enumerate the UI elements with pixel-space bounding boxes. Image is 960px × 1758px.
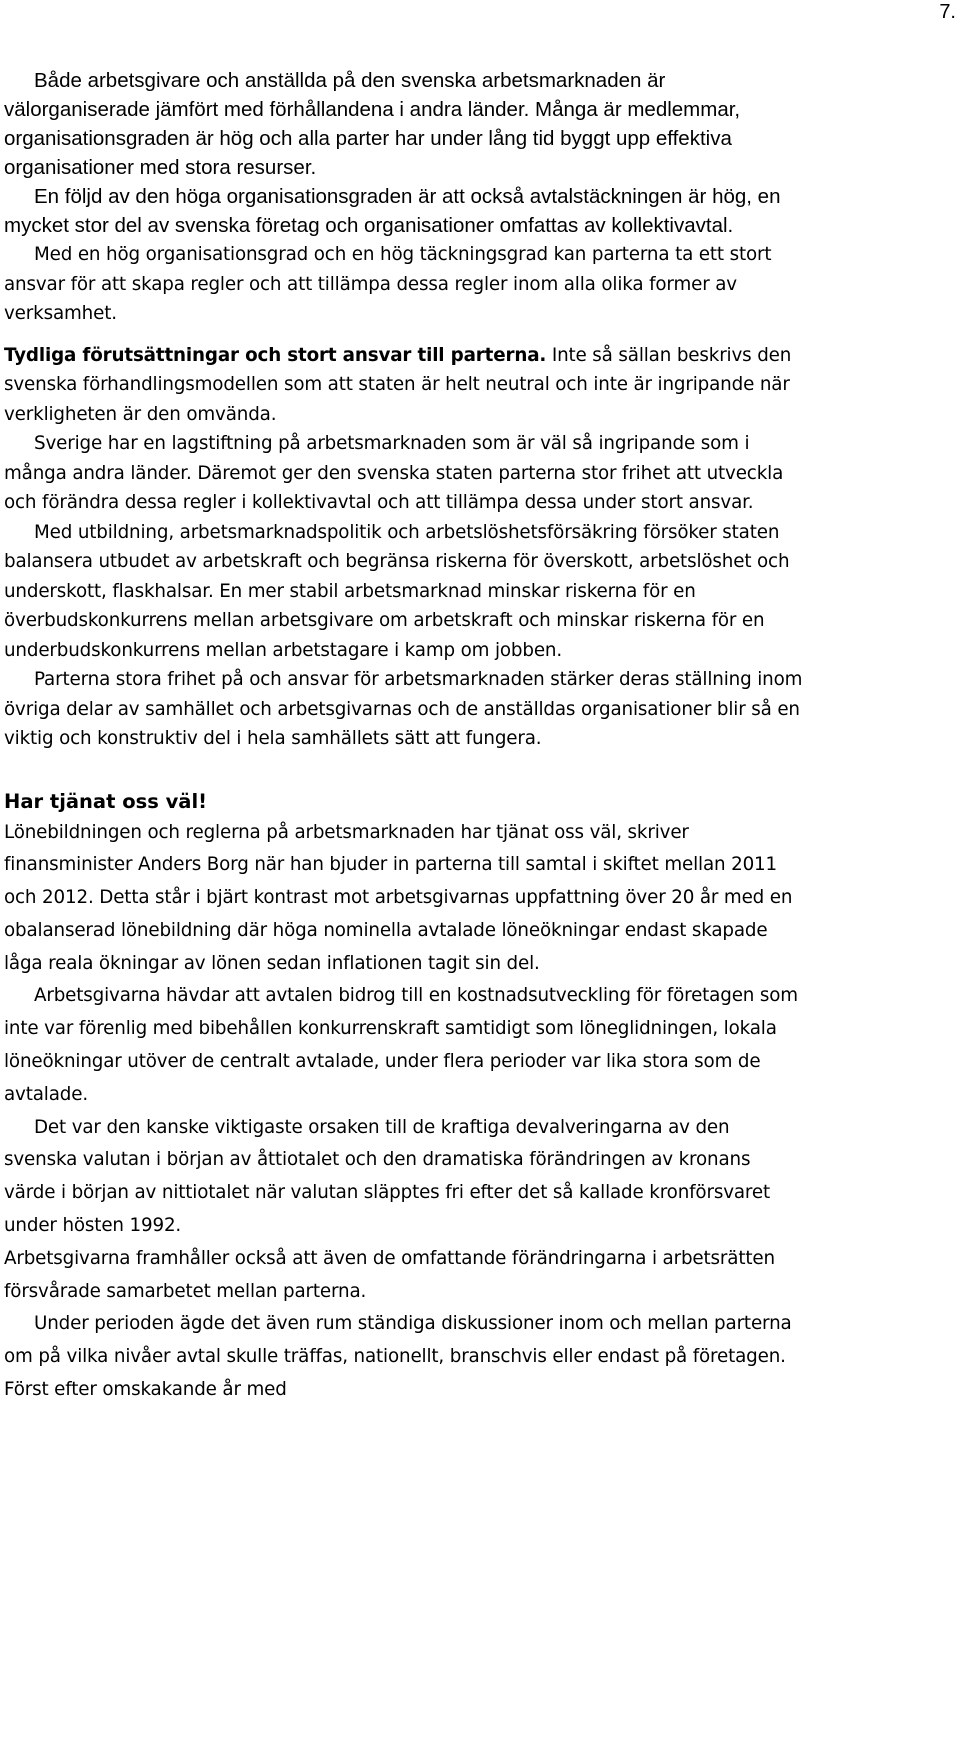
document-body — [4, 66, 804, 1407]
intro-paragraph-3: Med en hög organisationsgrad och en hög täckningsgrad kan parterna ta ett stort ansvar för att skapa regler och att tillämpa dessa regler inom alla olika former av verksamhet. — [4, 244, 772, 324]
served-paragraph-2: Arbetsgivarna hävdar att avtalen bidrog till en kostnadsutveckling för företagen som inte var förenlig med bibehållen konkurrenskraft samtidigt som löneglidningen, lokala löneökningar utöver de centralt avtalade, under flera perioder var lika stora som de avtalade. — [4, 985, 798, 1105]
spacer — [4, 754, 804, 787]
spacer — [4, 329, 804, 341]
served-paragraph-4: Arbetsgivarna framhåller också att även de omfattande förändringarna i arbetsrätten försvårade samarbetet mellan parterna. — [4, 1247, 775, 1302]
intro-paragraph-2: En följd av den höga organisationsgraden är att också avtalstäckningen är hög, en mycket stor del av svenska företag och organisationer omfattas av kollektivavtal. — [4, 185, 781, 237]
responsibility-lead-paragraph — [4, 341, 804, 430]
section-heading: Har tjänat oss väl! — [4, 789, 208, 813]
page-number: 7. — [939, 1, 956, 23]
responsibility-paragraph-1: Sverige har en lagstiftning på arbetsmarknaden som är väl så ingripande som i många andra länder. Däremot ger den svenska staten parterna stor frihet att utveckla och förändra dessa regler i kollektivavtal och att tillämpa dessa under stort ansvar. — [4, 433, 784, 513]
served-paragraph-3: Det var den kanske viktigaste orsaken till de kraftiga devalveringarna av den svenska valutan i början av åttiotalet och den dramatiska förändringen av kronans värde i början av nittiotalet när valutan släpptes fri efter det så kallade kronförsvaret under hösten 1992. — [4, 1116, 771, 1237]
responsibility-paragraph-2: Med utbildning, arbetsmarknadspolitik och arbetslöshetsförsäkring försöker staten balansera utbudet av arbetskraft och begränsa riskerna för överskott, arbetslöshet och underskott, flaskhalsar. En mer stabil arbetsmarknad minskar riskerna för en överbudskonkurrens mellan arbetsgivare om arbetskraft och minskar riskerna för en underbudskonkurrens mellan arbetstagare i kamp om jobben. — [4, 521, 790, 661]
responsibility-lead-text: Inte så sällan beskrivs den svenska förhandlingsmodellen som att staten är helt neutral och inte är ingripande när verkligheten är den omvända. — [4, 344, 792, 425]
served-paragraph-5: Under perioden ägde det även rum ständiga diskussioner inom och mellan parterna om på vilka nivåer avtal skulle träffas, nationellt, branschvis eller endast på företagen. Först efter omskakande år med — [4, 1313, 792, 1401]
intro-paragraph-1: Både arbetsgivare och anställda på den svenska arbetsmarknaden är välorganiserade jämfört med förhållandena i andra länder. Många är medlemmar, organisationsgraden är hög och alla parter har under lång tid byggt upp effektiva organisationer med stora resurser. — [4, 69, 741, 179]
responsibility-paragraph-3: Parterna stora frihet på och ansvar för arbetsmarknaden stärker deras ställning inom övriga delar av samhället och arbetsgivarnas och de anställdas organisationer blir så en viktig och konstruktiv del i hela samhällets sätt att fungera. — [4, 669, 803, 749]
served-paragraph-1: Lönebildningen och reglerna på arbetsmarknaden har tjänat oss väl, skriver finansminister Anders Borg när han bjuder in parterna till samtal i skiftet mellan 2011 och 2012. Detta står i bjärt kontrast mot arbetsgivarnas uppfattning över 20 år med en obalanserad lönebildning där höga nominella avtalade löneökningar endast skapade låga reala ökningar av lönen sedan inflationen tagit sin del. — [4, 821, 793, 974]
responsibility-lead-heading: Tydliga förutsättningar och stort ansvar till parterna. — [4, 344, 547, 366]
